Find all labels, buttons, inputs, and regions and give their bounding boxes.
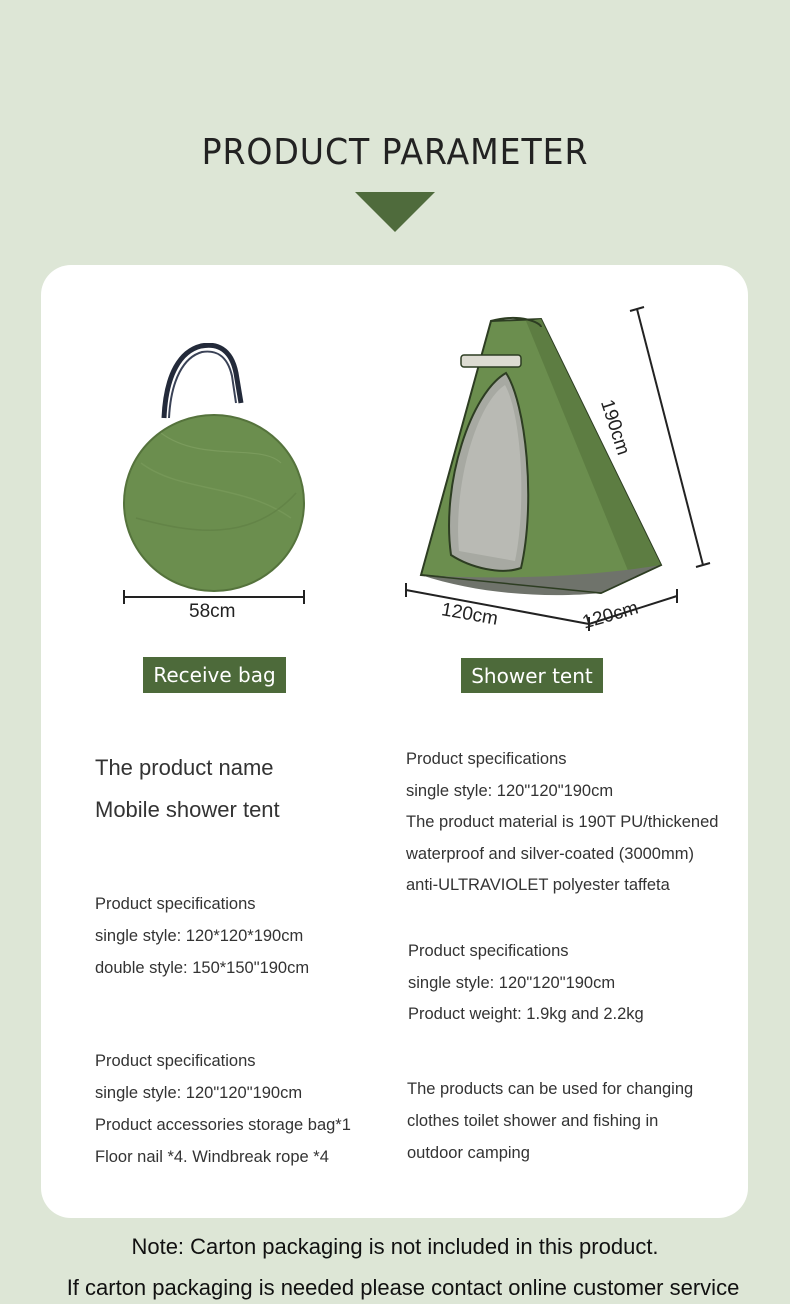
down-triangle-icon bbox=[355, 192, 435, 232]
bag-dimension-tick-left bbox=[123, 590, 125, 604]
receive-bag-label: Receive bag bbox=[143, 657, 286, 693]
left-specs-2-line: Product accessories storage bag*1 bbox=[95, 1116, 351, 1134]
right-specs-2-line: Product weight: 1.9kg and 2.2kg bbox=[408, 1005, 644, 1023]
left-specs-2-line: Floor nail *4. Windbreak rope *4 bbox=[95, 1148, 329, 1166]
usage-line: clothes toilet shower and fishing in bbox=[407, 1112, 659, 1130]
usage-line: outdoor camping bbox=[407, 1144, 530, 1162]
right-specs-1-line: single style: 120"120"190cm bbox=[406, 782, 614, 800]
page-title: PRODUCT PARAMETER bbox=[201, 132, 589, 173]
shower-tent-label: Shower tent bbox=[461, 658, 603, 693]
left-specs-2-heading: Product specifications bbox=[95, 1052, 256, 1070]
packaging-contact-note: If carton packaging is needed please contact online customer service bbox=[66, 1275, 740, 1300]
shower-tent-image bbox=[401, 303, 721, 643]
bag-dimension-line bbox=[123, 596, 304, 598]
usage-line: The products can be used for changing bbox=[407, 1080, 694, 1098]
bag-dimension-tick-right bbox=[303, 590, 305, 604]
product-parameter-card bbox=[41, 265, 748, 1218]
bag-dimension-label: 58cm bbox=[189, 601, 236, 622]
packaging-note: Note: Carton packaging is not included in this product. bbox=[131, 1234, 659, 1259]
left-specs-1-line: single style: 120*120*190cm bbox=[95, 927, 304, 945]
right-specs-2-heading: Product specifications bbox=[408, 942, 569, 960]
tent-height-dimension: 190cm bbox=[596, 397, 634, 458]
left-specs-1-line: double style: 150*150"190cm bbox=[95, 959, 310, 977]
storage-bag-image bbox=[121, 343, 311, 603]
right-specs-1-line: waterproof and silver-coated (3000mm) bbox=[406, 845, 694, 863]
right-specs-1-heading: Product specifications bbox=[406, 750, 567, 768]
right-specs-1-line: anti-ULTRAVIOLET polyester taffeta bbox=[406, 876, 670, 894]
tent-depth-dimension: 120cm bbox=[580, 597, 641, 634]
tent-width-dimension: 120cm bbox=[439, 599, 500, 630]
left-specs-1-heading: Product specifications bbox=[95, 895, 256, 913]
product-name-heading: The product name bbox=[95, 755, 274, 780]
right-specs-1-line: The product material is 190T PU/thickened bbox=[406, 813, 719, 831]
right-specs-2-line: single style: 120"120"190cm bbox=[408, 974, 616, 992]
left-specs-2-line: single style: 120"120"190cm bbox=[95, 1084, 303, 1102]
product-name-value: Mobile shower tent bbox=[95, 797, 280, 822]
